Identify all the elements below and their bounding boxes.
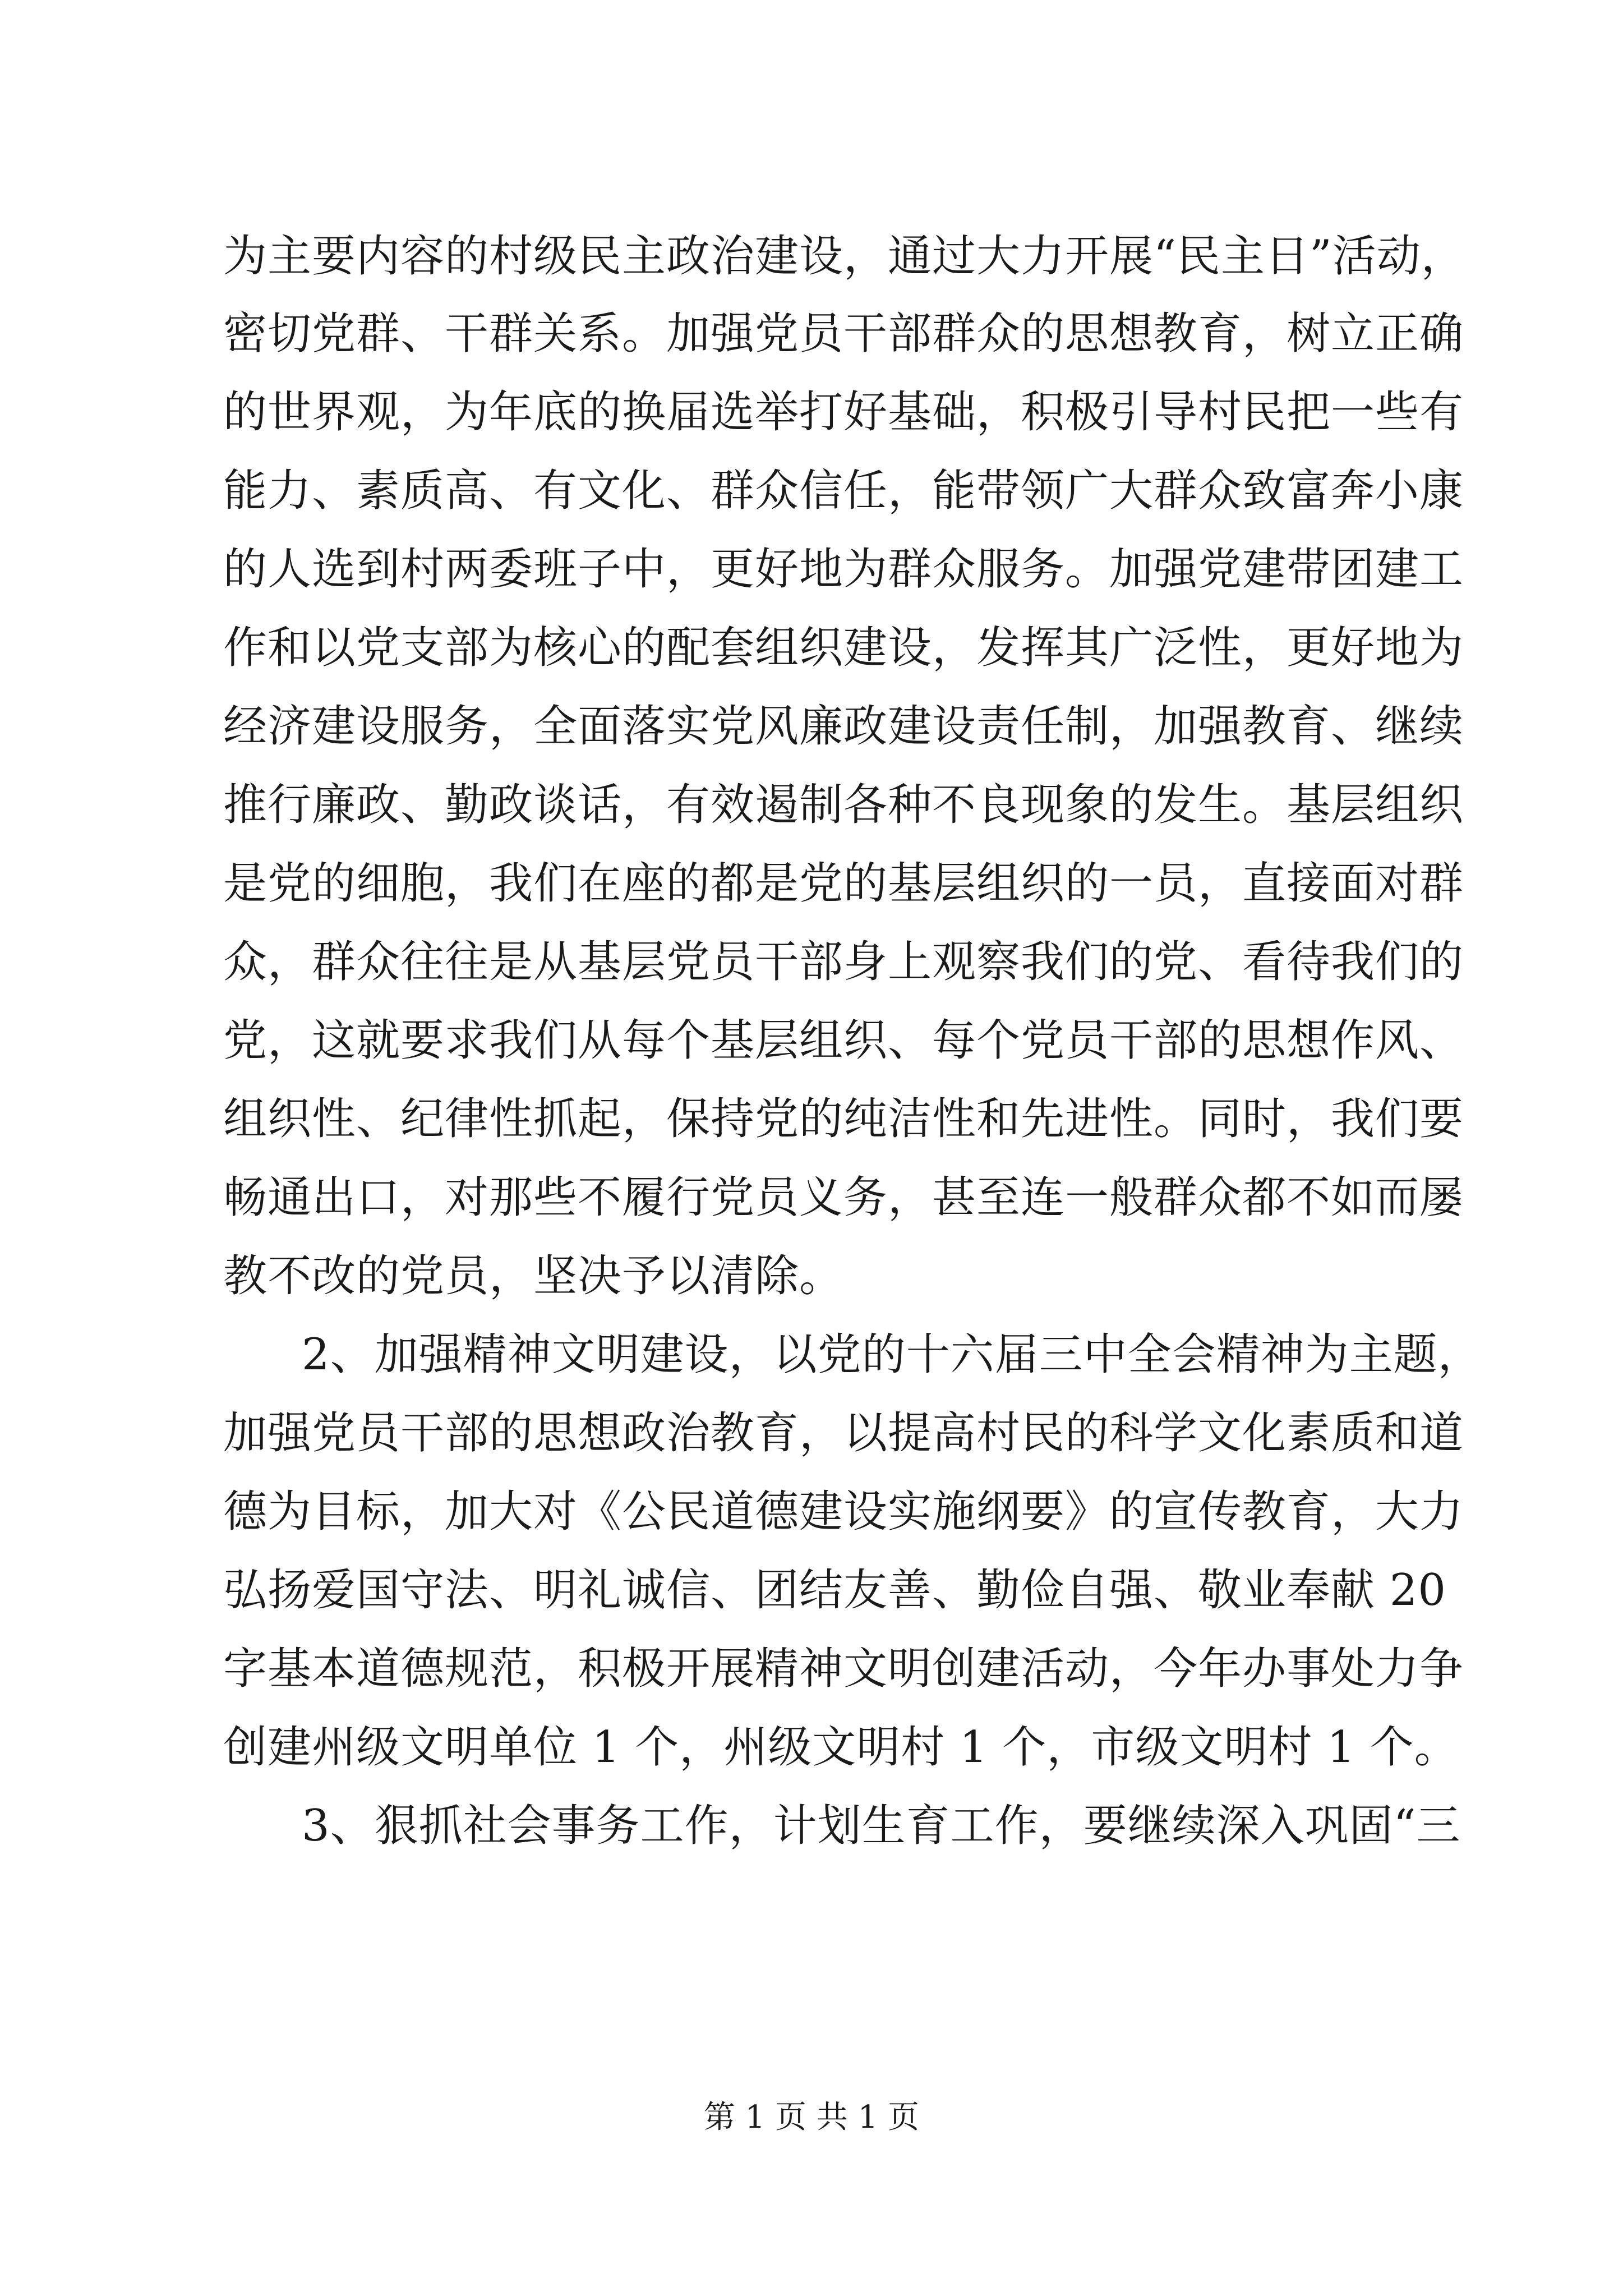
- text-line: 畅通出口，对那些不履行党员义务，甚至连一般群众都不如而屡: [223, 1172, 1464, 1223]
- text-line: 教不改的党员，坚决予以清除。: [223, 1251, 844, 1301]
- text-line: 的人选到村两委班子中，更好地为群众服务。加强党建带团建工: [223, 544, 1464, 595]
- text-line: 经济建设服务，全面落实党风廉政建设责任制，加强教育、继续: [223, 701, 1464, 752]
- text-line: 党，这就要求我们从每个基层组织、每个党员干部的思想作风、: [223, 1015, 1464, 1066]
- text-line: 组织性、纪律性抓起，保持党的纯洁性和先进性。同时，我们要: [223, 1094, 1464, 1144]
- text-line: 作和以党支部为核心的配套组织建设，发挥其广泛性，更好地为: [223, 623, 1464, 673]
- paragraph-start-line: 3、狠抓社会事务工作，计划生育工作，要继续深入巩固“三: [302, 1801, 1461, 1851]
- text-line: 弘扬爱国守法、明礼诚信、团结友善、勤俭自强、敬业奉献 20: [223, 1565, 1447, 1616]
- text-line: 众，群众往往是从基层党员干部身上观察我们的党、看待我们的: [223, 937, 1464, 987]
- text-line: 创建州级文明单位 1 个，州级文明村 1 个，市级文明村 1 个。: [223, 1722, 1459, 1773]
- text-line: 密切党群、干群关系。加强党员干部群众的思想教育，树立正确: [223, 309, 1464, 359]
- paragraph-start-line: 2、加强精神文明建设，以党的十六届三中全会精神为主题，: [302, 1329, 1482, 1380]
- text-line: 推行廉政、勤政谈话，有效遏制各种不良现象的发生。基层组织: [223, 780, 1464, 830]
- text-line: 为主要内容的村级民主政治建设，通过大力开展“民主日”活动，: [223, 231, 1465, 282]
- text-line: 的世界观，为年底的换届选举打好基础，积极引导村民把一些有: [223, 387, 1464, 438]
- text-line: 字基本道德规范，积极开展精神文明创建活动，今年办事处力争: [223, 1644, 1464, 1694]
- text-line: 加强党员干部的思想政治教育，以提高村民的科学文化素质和道: [223, 1408, 1464, 1458]
- page-footer: 第 1 页 共 1 页: [703, 2099, 920, 2136]
- text-line: 是党的细胞，我们在座的都是党的基层组织的一员，直接面对群: [223, 858, 1464, 909]
- text-line: 能力、素质高、有文化、群众信任，能带领广大群众致富奔小康: [223, 466, 1464, 516]
- text-line: 德为目标，加大对《公民道德建设实施纲要》的宣传教育，大力: [223, 1487, 1464, 1537]
